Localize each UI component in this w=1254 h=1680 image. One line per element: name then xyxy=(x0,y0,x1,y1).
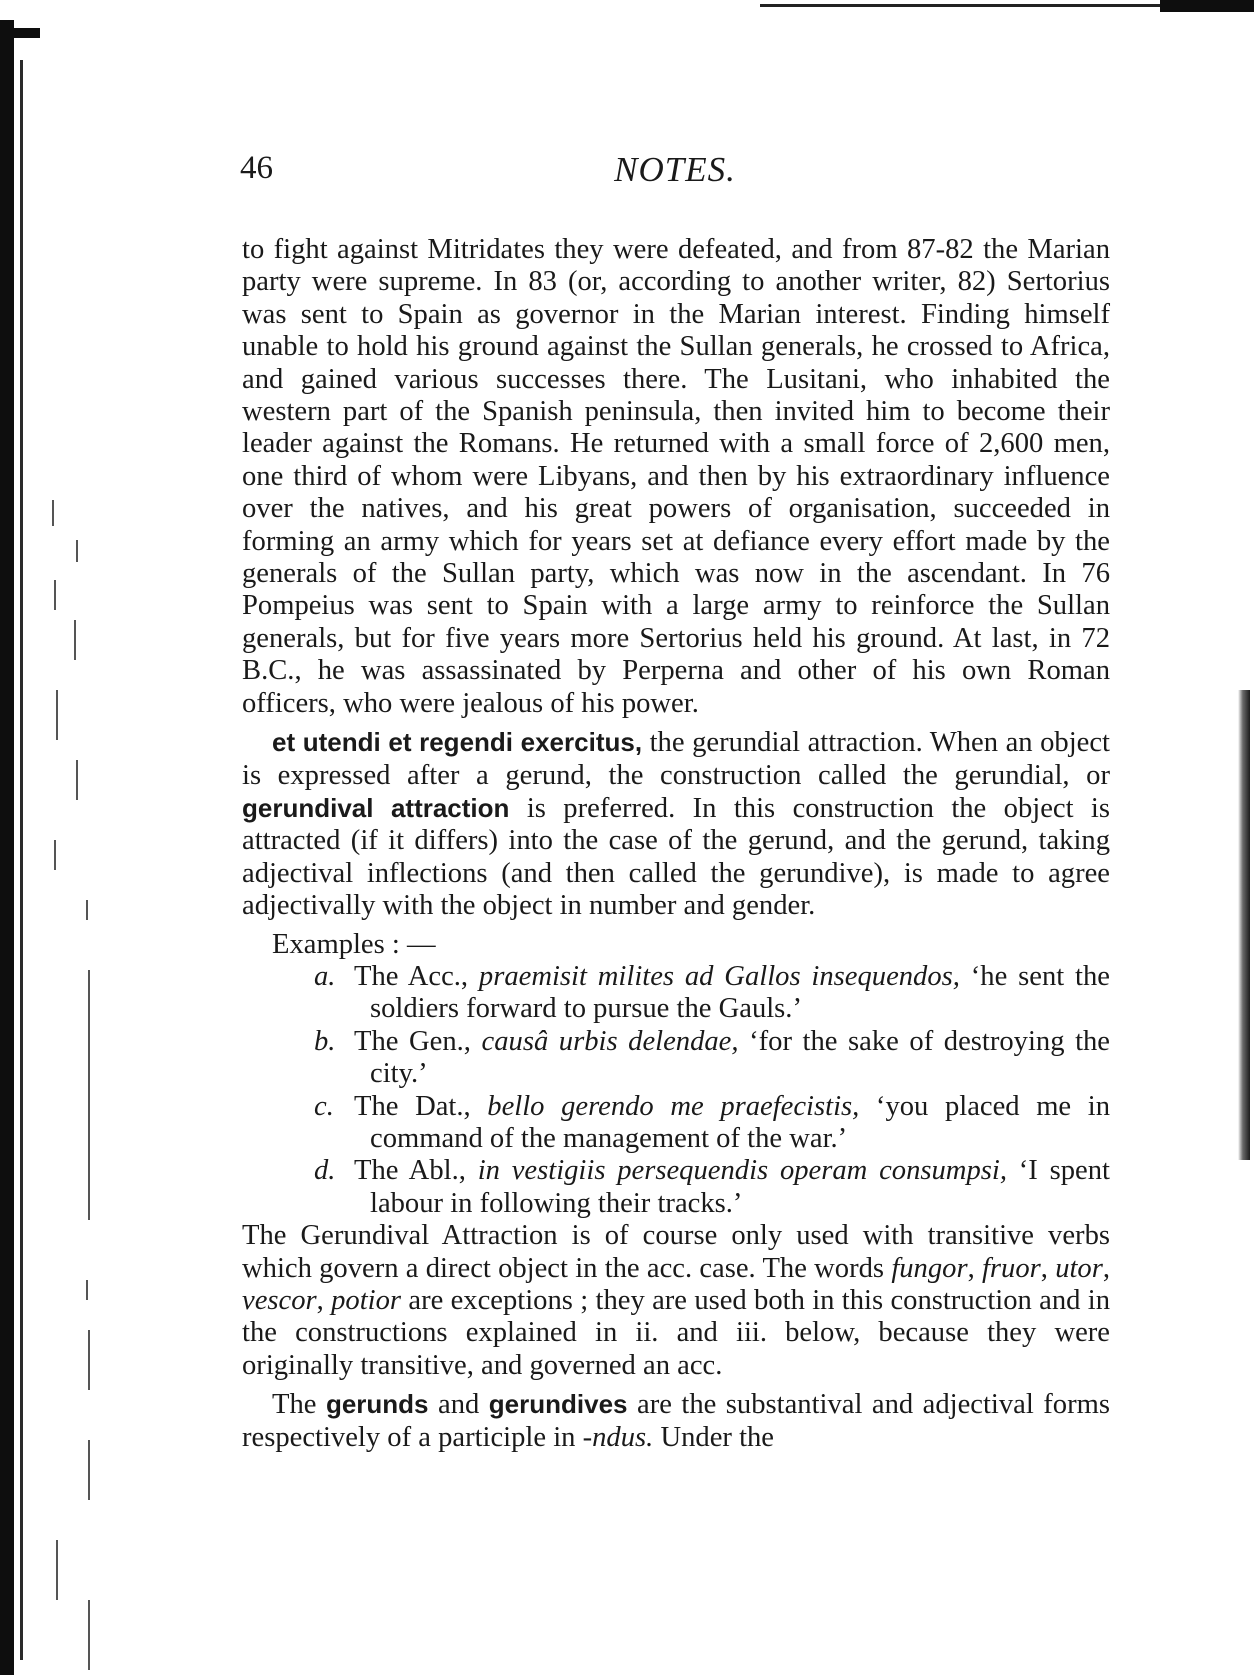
paragraph-sertorius: to fight against Mitridates they were defeated, and from 87-82 the Marian party were supreme. In 83 (or, according to another writer, 82) Sertorius was sent to Spain as governor in the Marian interest. Finding himself unable to hold his ground against the Sullan generals, he crossed to Africa, and gained various successes there. The Lusitani, who inhabited the western part of the Spanish peninsula, then invited him to become their leader against the Romans. He returned with a small force of 2,600 men, one third of whom were Libyans, and then by his extraordinary influence over the natives, and his great powers of organisation, succeeded in forming an army which for years set at defiance every effort made by the generals of the Sullan party, which was now in the ascendant. In 76 Pompeius was sent to Spain with a large army to reinforce the Sullan generals, but for five years more Sertorius held his ground. At last, in 72 B.C., he was assassinated by Perperna and other of his own Roman officers, who were jealous of his power. xyxy=(242,234,1110,719)
example-a xyxy=(242,961,1110,1026)
text-run: The Gerundival Attraction is of course only used with transitive verbs which govern a direct object in the acc. case. The words xyxy=(242,1220,1110,1284)
example-d xyxy=(242,1155,1110,1220)
term: gerundives xyxy=(488,1389,628,1420)
scan-edge-right xyxy=(1238,690,1250,1160)
example-gloss: ‘I spent labour in following their tracks.’ xyxy=(370,1155,1110,1219)
scan-edge-line xyxy=(20,60,23,1660)
verb: utor xyxy=(1055,1252,1103,1284)
verb: fruor xyxy=(981,1252,1041,1284)
paragraph-gerunds xyxy=(242,1388,1110,1454)
text-run: are exceptions ; they are used both in this construction and in the constructions explained in ii. and iii. below, because they were originally transitive, and governed an acc. xyxy=(242,1285,1111,1381)
example-case: The Abl., xyxy=(354,1155,478,1187)
lemma: et utendi et regendi exercitus, xyxy=(272,727,643,758)
example-letter: c. xyxy=(314,1090,334,1122)
example-latin: causâ urbis delendae, xyxy=(481,1025,739,1057)
example-letter: b. xyxy=(314,1025,336,1057)
text-run: are the substantival and adjectival forms respectively of a participle in xyxy=(242,1389,1110,1453)
example-b xyxy=(242,1026,1110,1091)
example-latin: in vestigiis persequendis operam consumpsi, xyxy=(477,1155,1007,1187)
page-number: 46 xyxy=(240,150,273,186)
example-gloss: ‘for the sake of destroying the city.’ xyxy=(370,1025,1111,1090)
example-gloss: ‘he sent the soldiers forward to pursue the Gauls.’ xyxy=(370,960,1110,1025)
example-latin: bello gerendo me praefecistis, xyxy=(487,1090,860,1122)
examples-label: Examples : — xyxy=(272,928,436,960)
term: gerundival attraction xyxy=(242,792,510,823)
text-run: The xyxy=(272,1389,326,1421)
example-letter: a. xyxy=(314,960,336,992)
text-run: Under the xyxy=(653,1421,774,1453)
example-gloss: ‘you placed me in command of the management of the war.’ xyxy=(370,1090,1110,1154)
scan-edge-left xyxy=(0,20,14,1675)
page-header xyxy=(240,150,1110,200)
text-run: is preferred. In this construction the object is attracted (if it differs) into the case of the gerund, and the gerund, taking adjectival inflections (and then called the gerundive), is made to agree adjectivally with the object in number and gender. xyxy=(242,792,1111,922)
running-title: NOTES. xyxy=(614,150,736,189)
example-case: The Acc., xyxy=(354,960,479,992)
example-case: The Dat., xyxy=(354,1090,488,1122)
example-latin: praemisit milites ad Gallos insequendos, xyxy=(478,960,960,992)
verb: fungor xyxy=(891,1252,968,1284)
term: gerunds xyxy=(325,1389,429,1420)
scan-edge-notch xyxy=(14,28,40,38)
example-c xyxy=(242,1091,1110,1156)
example-case: The Gen., xyxy=(354,1025,482,1057)
body-text xyxy=(242,234,1110,1454)
text-run: the gerundial attraction. When an object is expressed after a gerund, the construction called the gerundial, or xyxy=(242,727,1110,791)
paragraph-gerundial-attraction xyxy=(242,726,1110,922)
example-letter: d. xyxy=(314,1155,336,1187)
verb: vescor xyxy=(242,1285,317,1316)
paragraph-transitive-verbs: The Gerundival Attraction is of course only used with transitive verbs which govern a direct object in the acc. case. The words fungor, fruor, utor, vescor, potior are exceptions ; they are used both in this construction and in the constructions explained in ii. and iii. below, because they were originally transitive, and governed an acc. xyxy=(242,1220,1111,1381)
verb: potior xyxy=(331,1285,402,1316)
scan-margin-marks xyxy=(46,500,106,1680)
suffix: -ndus. xyxy=(582,1421,654,1453)
text-run: and xyxy=(428,1389,489,1421)
scan-edge-top-right xyxy=(1160,0,1254,12)
scan-edge-top-line xyxy=(760,4,1160,7)
